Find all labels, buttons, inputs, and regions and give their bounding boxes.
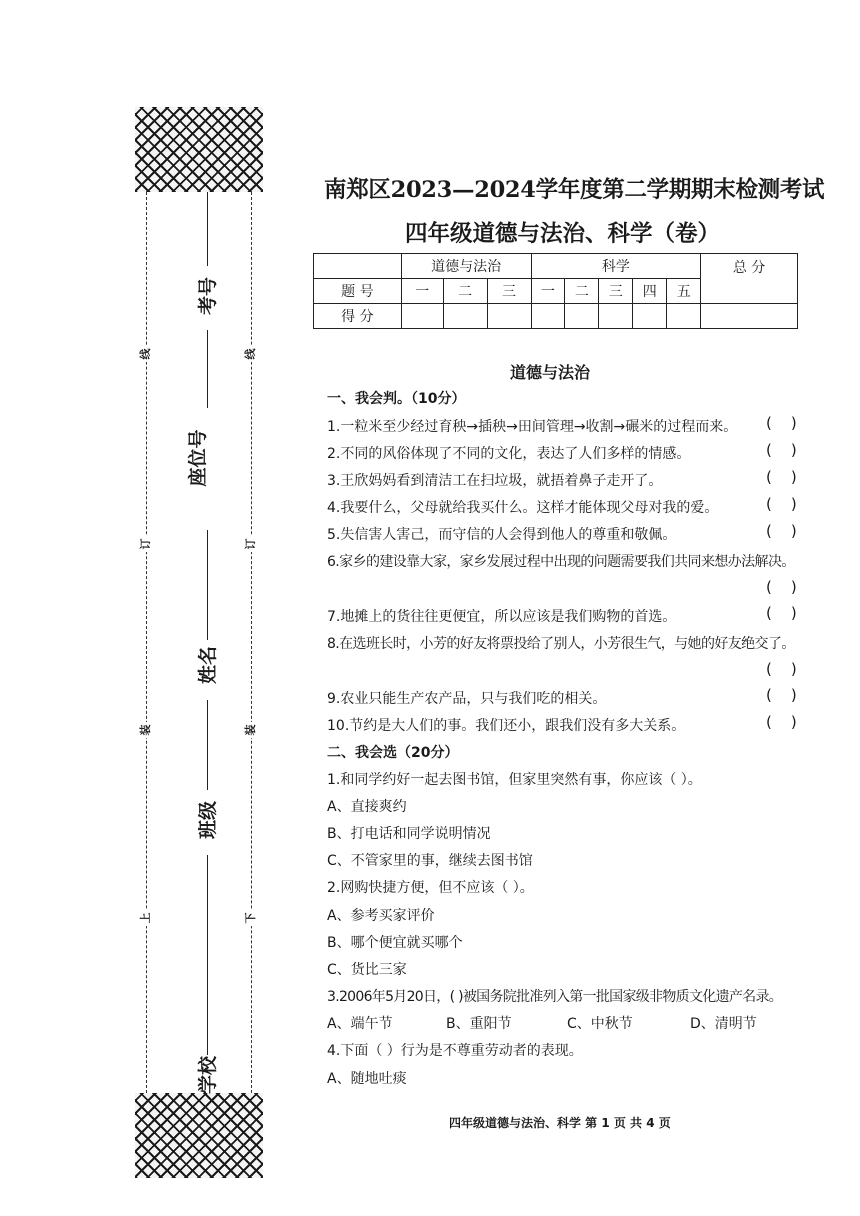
cut-mark-xian-right: 线: [243, 346, 259, 362]
class-line[interactable]: [207, 700, 208, 790]
q2-option-b[interactable]: B、哪个便宜就买哪个: [327, 935, 463, 951]
cut-mark-zhuang-left: 装: [138, 722, 154, 738]
choice-question-1: 1.和同学约好一起去图书馆，但家里突然有事，你应该（ ）。: [327, 772, 702, 788]
total-label: 总 分: [701, 254, 798, 304]
score-cell[interactable]: [599, 304, 633, 329]
answer-paren-3[interactable]: ( ): [766, 468, 797, 486]
score-cell[interactable]: [667, 304, 701, 329]
page-footer: 四年级道德与法治、科学 第 1 页 共 4 页: [449, 1116, 671, 1130]
moral-q2: 二: [443, 279, 487, 304]
judge-item-2: 2.不同的风俗体现了不同的文化，表达了人们多样的情感。: [327, 446, 691, 462]
q3-option-d[interactable]: D、清明节: [690, 1016, 757, 1032]
total-score-cell[interactable]: [701, 304, 798, 329]
science-q1: 一: [531, 279, 565, 304]
exam-title: 南郑区2023—2024学年度第二学期期末检测考试: [324, 177, 825, 203]
cut-line-right: [251, 192, 252, 1093]
answer-paren-2[interactable]: ( ): [766, 441, 797, 459]
q3-option-c[interactable]: C、中秋节: [567, 1016, 633, 1032]
q2-option-c[interactable]: C、货比三家: [327, 962, 407, 978]
science-q5: 五: [667, 279, 701, 304]
name-line[interactable]: [207, 530, 208, 640]
answer-paren-1[interactable]: ( ): [766, 414, 797, 432]
judge-item-1: 1.一粒米至少经过育秧→插秧→田间管理→收割→碾米的过程而来。: [327, 419, 738, 435]
judge-item-9: 9.农业只能生产农产品，只与我们吃的相关。: [327, 691, 607, 707]
score-cell[interactable]: [531, 304, 565, 329]
judge-item-3: 3.王欣妈妈看到清洁工在扫垃圾，就捂着鼻子走开了。: [327, 473, 663, 489]
choice-question-3: 3.2006年5月20日，( )被国务院批准列入第一批国家级非物质文化遗产名录。: [327, 989, 783, 1005]
name-label: 姓名: [197, 646, 219, 685]
q3-option-a[interactable]: A、端午节: [327, 1016, 393, 1032]
score-table-header-row: [314, 254, 798, 279]
part1-heading: 一、我会判。（10分）: [327, 391, 466, 407]
judge-item-7: 7.地摊上的货往往更便宜，所以应该是我们购物的首选。: [327, 609, 677, 625]
class-label: 班级: [197, 801, 219, 840]
q1-option-b[interactable]: B、打电话和同学说明情况: [327, 826, 491, 842]
cut-mark-ding-left: 订: [138, 536, 154, 552]
score-cell[interactable]: [565, 304, 599, 329]
group-science: 科学: [531, 254, 701, 279]
cut-mark-xian-left: 线: [138, 346, 154, 362]
q3-option-b[interactable]: B、重阳节: [446, 1016, 512, 1032]
score-cell[interactable]: [487, 304, 531, 329]
binding-hatch-top: [135, 107, 263, 192]
seat-number-label: 座位号: [187, 429, 209, 487]
science-q4: 四: [633, 279, 667, 304]
score-cell[interactable]: [633, 304, 667, 329]
score-row: [314, 304, 798, 329]
answer-paren-10[interactable]: ( ): [766, 713, 797, 731]
science-q2: 二: [565, 279, 599, 304]
judge-item-10: 10.节约是大人们的事。我们还小，跟我们没有多大关系。: [327, 718, 686, 734]
judge-item-8: 8.在选班长时，小芳的好友将票投给了别人，小芳很生气，与她的好友绝交了。: [327, 636, 795, 652]
judge-item-4: 4.我要什么，父母就给我买什么。这样才能体现父母对我的爱。: [327, 500, 719, 516]
answer-paren-5[interactable]: ( ): [766, 522, 797, 540]
moral-q1: 一: [401, 279, 443, 304]
score-table: [313, 253, 798, 329]
cut-mark-zhuang-right: 装: [243, 722, 259, 738]
corner-cell: [314, 254, 402, 279]
q2-option-a[interactable]: A、参考买家评价: [327, 908, 435, 924]
section-title: 道德与法治: [510, 363, 591, 382]
choice-question-4: 4.下面（ ）行为是不尊重劳动者的表现。: [327, 1043, 583, 1059]
score-cell[interactable]: [443, 304, 487, 329]
seat-number-line[interactable]: [207, 330, 208, 408]
cut-mark-shang: 上: [138, 910, 154, 926]
part2-heading: 二、我会选（20分）: [327, 745, 459, 761]
school-line[interactable]: [207, 855, 208, 1055]
cut-mark-xia: 下: [243, 910, 259, 926]
cut-line-left: [146, 192, 147, 1093]
answer-paren-7[interactable]: ( ): [766, 604, 797, 622]
score-label: 得 分: [314, 304, 402, 329]
answer-paren-8[interactable]: ( ): [766, 660, 797, 678]
question-number-label: 题 号: [314, 279, 402, 304]
binding-hatch-bottom: [135, 1093, 263, 1178]
answer-paren-9[interactable]: ( ): [766, 686, 797, 704]
cut-mark-ding-right: 订: [243, 536, 259, 552]
q1-option-a[interactable]: A、直接爽约: [327, 799, 407, 815]
q4-option-a[interactable]: A、随地吐痰: [327, 1071, 407, 1087]
exam-number-label: 考号: [197, 277, 219, 316]
judge-item-6: 6.家乡的建设靠大家，家乡发展过程中出现的问题需要我们共同来想办法解决。: [327, 554, 795, 570]
school-label: 学校: [197, 1056, 219, 1095]
exam-subtitle: 四年级道德与法治、科学（卷）: [405, 221, 721, 247]
moral-q3: 三: [487, 279, 531, 304]
choice-question-2: 2.网购快捷方便，但不应该（ ）。: [327, 880, 534, 896]
judge-item-5: 5.失信害人害己，而守信的人会得到他人的尊重和敬佩。: [327, 527, 677, 543]
answer-paren-4[interactable]: ( ): [766, 495, 797, 513]
answer-paren-6[interactable]: ( ): [766, 578, 797, 596]
exam-number-line[interactable]: [207, 192, 208, 266]
q1-option-c[interactable]: C、不管家里的事，继续去图书馆: [327, 853, 533, 869]
group-moral: 道德与法治: [401, 254, 531, 279]
score-cell[interactable]: [401, 304, 443, 329]
science-q3: 三: [599, 279, 633, 304]
